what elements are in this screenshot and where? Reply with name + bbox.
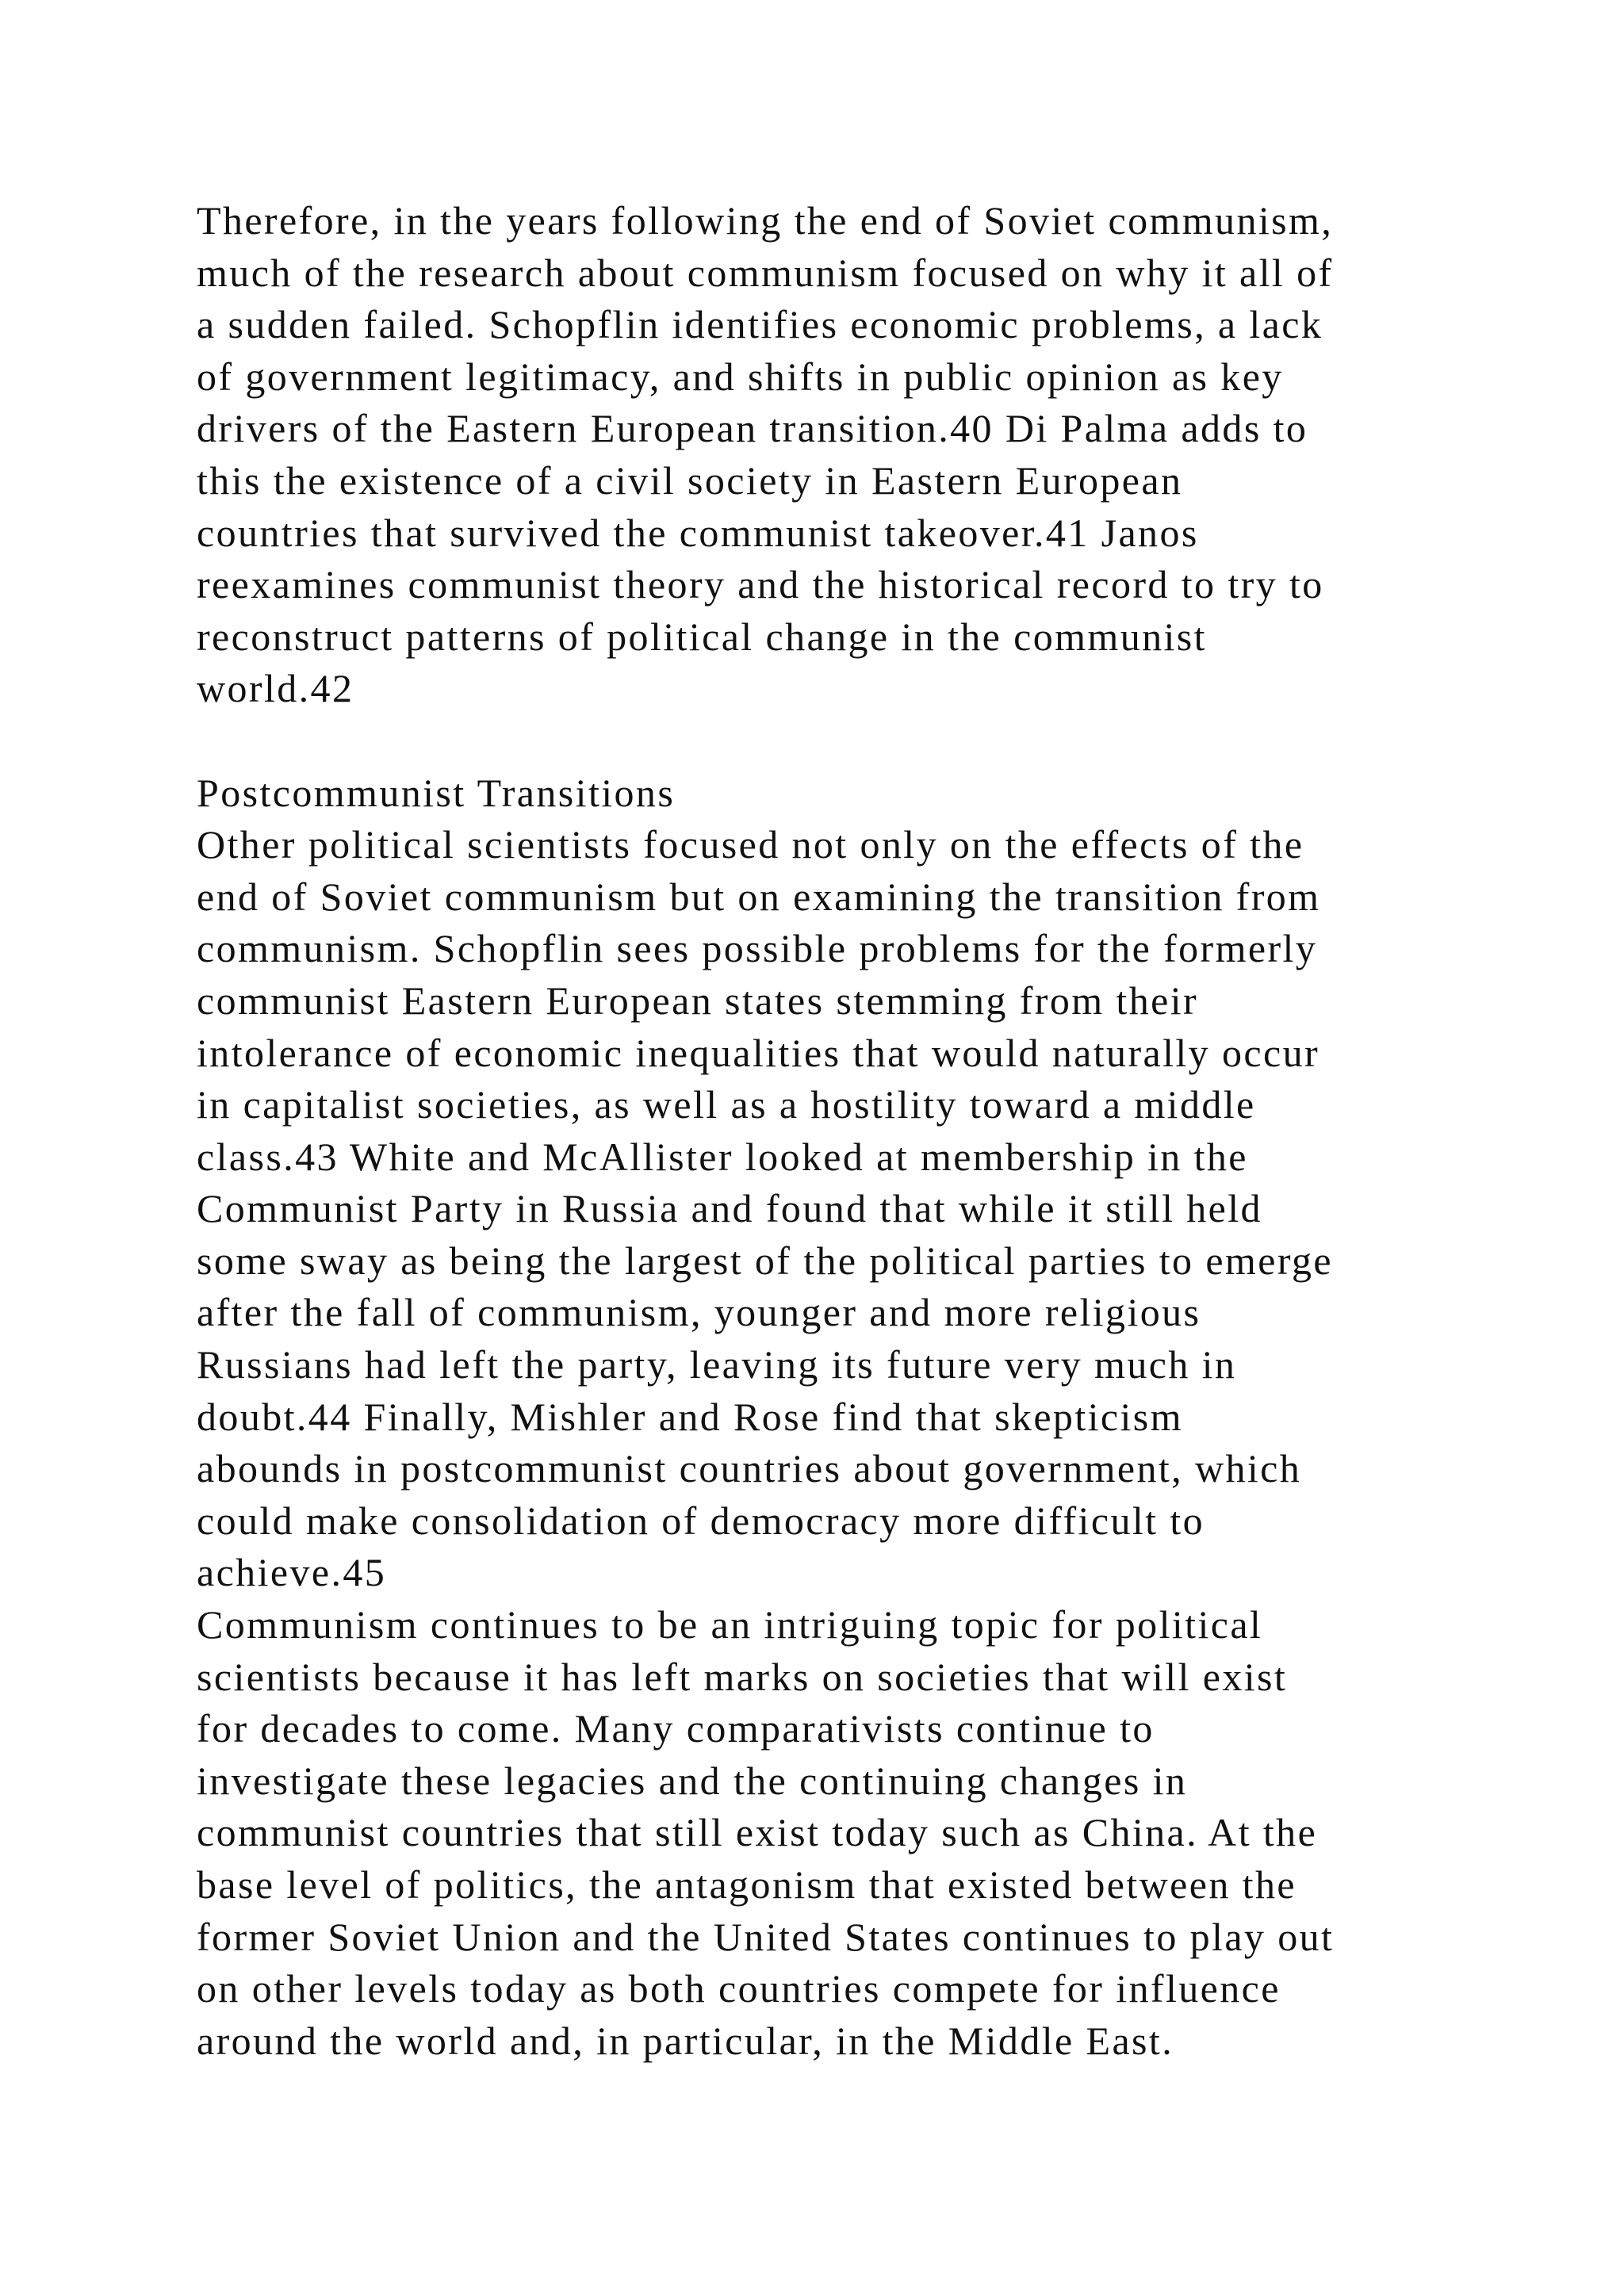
text-line: much of the research about communism focused on why it all of — [197, 250, 1334, 295]
blank-line — [197, 715, 1592, 767]
text-line: communism. Schopflin sees possible problems for the formerly — [197, 926, 1318, 971]
text-line: Communism continues to be an intriguing topic for political — [197, 1602, 1263, 1647]
text-line: reexamines communist theory and the historical record to try to — [197, 562, 1324, 607]
text-line: communist Eastern European states stemming from their — [197, 978, 1199, 1023]
text-line: after the fall of communism, younger and more religious — [197, 1290, 1201, 1335]
text-line: doubt.44 Finally, Mishler and Rose find that skepticism — [197, 1394, 1183, 1439]
text-line: reconstruct patterns of political change in the communist — [197, 614, 1207, 659]
document-body — [197, 195, 1592, 2067]
text-line: intolerance of economic inequalities that would naturally occur — [197, 1030, 1320, 1075]
text-line: former Soviet Union and the United States continues to play out — [197, 1914, 1335, 1959]
section-heading: Postcommunist Transitions — [197, 770, 676, 815]
text-line: a sudden failed. Schopflin identifies economic problems, a lack — [197, 302, 1323, 347]
text-line: Russians had left the party, leaving its future very much in — [197, 1342, 1237, 1387]
text-line: Other political scientists focused not only on the effects of the — [197, 822, 1304, 867]
text-line: around the world and, in particular, in the Middle East. — [197, 2018, 1174, 2063]
text-line: on other levels today as both countries compete for influence — [197, 1966, 1281, 2011]
text-line: this the existence of a civil society in Eastern European — [197, 457, 1183, 503]
text-line: achieve.45 — [197, 1550, 387, 1595]
text-line: end of Soviet communism but on examining the transition from — [197, 874, 1321, 919]
text-line: world.42 — [197, 666, 354, 711]
text-line: drivers of the Eastern European transition.40 Di Palma adds to — [197, 406, 1308, 451]
text-line: scientists because it has left marks on societies that will exist — [197, 1654, 1288, 1699]
text-line: in capitalist societies, as well as a hostility toward a middle — [197, 1082, 1256, 1127]
text-line: could make consolidation of democracy more difficult to — [197, 1498, 1205, 1543]
text-line: some sway as being the largest of the political parties to emerge — [197, 1238, 1333, 1283]
text-line: of government legitimacy, and shifts in public opinion as key — [197, 354, 1284, 399]
text-line: Communist Party in Russia and found that while it still held — [197, 1186, 1262, 1231]
text-line: base level of politics, the antagonism that existed between the — [197, 1862, 1297, 1907]
text-line: Therefore, in the years following the end of Soviet communism, — [197, 198, 1334, 243]
text-line: countries that survived the communist takeover.41 Janos — [197, 510, 1199, 555]
text-line: abounds in postcommunist countries about government, which — [197, 1446, 1302, 1491]
text-line: communist countries that still exist today such as China. At the — [197, 1810, 1318, 1855]
text-line: investigate these legacies and the continuing changes in — [197, 1758, 1188, 1803]
text-line: class.43 White and McAllister looked at membership in the — [197, 1134, 1248, 1179]
text-line: for decades to come. Many comparativists continue to — [197, 1706, 1155, 1751]
